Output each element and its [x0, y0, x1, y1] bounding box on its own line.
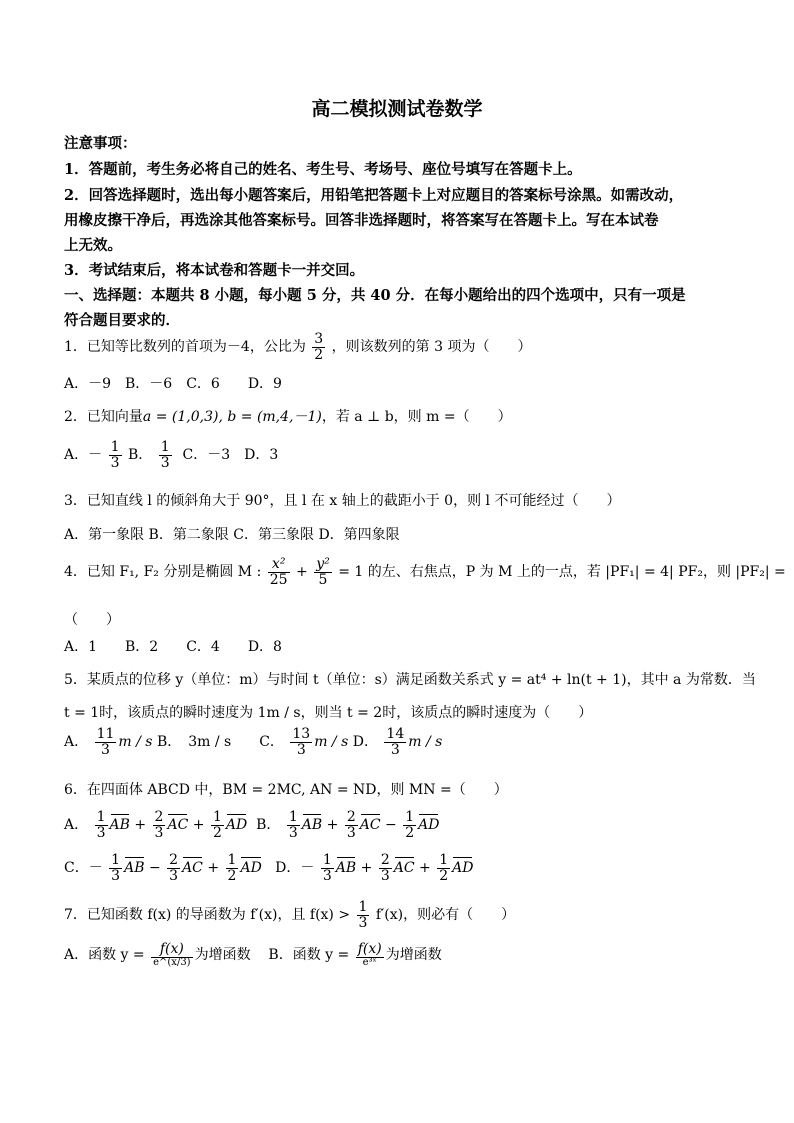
notice-item-1: 1．答题前，考生务必将自己的姓名、考生号、考场号、座位号填写在答题卡上。	[64, 161, 582, 178]
question-4-options: A．1 B．2 C．4 D．8	[64, 639, 282, 655]
question-4-answer-paren: （ ）	[64, 612, 120, 628]
question-7-stem: 7．已知函数 f(x) 的导函数为 f′(x)，且 f(x) > $\frac{1}{3}$ f′(x)，则必有（ ）	[64, 899, 516, 931]
notice-item-2-line-1: 2．回答选择题时，选出每小题答案后，用铅笔把答题卡上对应题目的答案标号涂黑。如需改动，	[64, 187, 684, 204]
notice-item-2-line-2: 用橡皮擦干净后，再选涂其他答案标号。回答非选择题时，将答案写在答题卡上。写在本试卷	[64, 212, 659, 229]
question-6-options-ab: A． $\frac{1}{3}$ AB + $\frac{2}{3}$ AC + $\frac{1}{2}$ AD B． $\frac{1}{3}$ AB + $\frac{2}{3}$ AC − $\frac{1}{2}$ AD	[64, 809, 440, 841]
question-7-options: A．函数 y = f(x) e^(x/3) 为增函数 B．函数 y = f(x) e³ˣ 为增函数	[64, 941, 442, 968]
notice-item-2-line-3: 上无效。	[64, 237, 122, 254]
section-1-heading-line-2: 符合题目要求的．	[64, 312, 180, 329]
question-3-options: A．第一象限 B．第二象限 C．第三象限 D．第四象限	[64, 527, 400, 543]
page-title: 高二模拟测试卷数学	[311, 98, 483, 120]
question-2-options: A．－ $\frac{1}{3}$ B． $\frac{1}{3}$ C．－3 D．3	[64, 439, 279, 471]
question-5-line-2: t = 1时，该质点的瞬时速度为 1m / s，则当 t = 2时，该质点的瞬时速度为（ ）	[64, 705, 593, 721]
question-1-options: A．－9 B．－6 C．6 D．9	[64, 376, 282, 392]
question-6-stem: 6．在四面体 ABCD 中，BM = 2MC, AN = ND，则 MN =（ ）	[64, 782, 508, 798]
question-5-options: A． $\frac{11}{3}$ m / s B． 3m / s C． $\frac{13}{3}$ m / s D． $\frac{14}{3}$ m / s	[64, 726, 443, 758]
question-1-stem: 1．已知等比数列的首项为－4，公比为 $\frac{3}{2}$ ，则该数列的第 3 项为（ ）	[64, 331, 532, 363]
notice-heading: 注意事项：	[64, 135, 137, 152]
question-5-line-1: 5．某质点的位移 y（单位：m）与时间 t（单位：s）满足函数关系式 y = at⁴ + ln(t + 1)，其中 a 为常数．当	[64, 672, 756, 688]
question-6-options-cd: C．－ $\frac{1}{3}$ AB − $\frac{2}{3}$ AC + $\frac{1}{2}$ AD D．－ $\frac{1}{3}$ AB + $\frac{2}{3}$ AC + $\frac{1}{2}$ AD	[64, 852, 474, 884]
question-4-stem: 4．已知 F₁, F₂ 分别是椭圆 M : $\frac{\text{x²}}{25}$ + $\frac{\text{y²}}{5}$ = 1 的左、右焦点，P 为 M 上的一点，若 |PF₁| = 4| PF₂，则 |PF₂| =	[64, 556, 786, 588]
notice-item-3: 3．考试结束后，将本试卷和答题卡一并交回。	[64, 262, 365, 279]
section-1-heading-line-1: 一、选择题：本题共 8 小题，每小题 5 分，共 40 分．在每小题给出的四个选项中，只有一项是	[64, 287, 686, 304]
question-1-ratio-fraction: $\frac{3}{2}$	[314, 331, 324, 363]
question-2-stem: 2．已知向量a = (1,0,3), b = (m,4,－1)，若 a ⊥ b，则 m =（ ）	[64, 409, 512, 425]
question-3-stem: 3．已知直线 l 的倾斜角大于 90°，且 l 在 x 轴上的截距小于 0，则 l 不可能经过（ ）	[64, 493, 621, 509]
